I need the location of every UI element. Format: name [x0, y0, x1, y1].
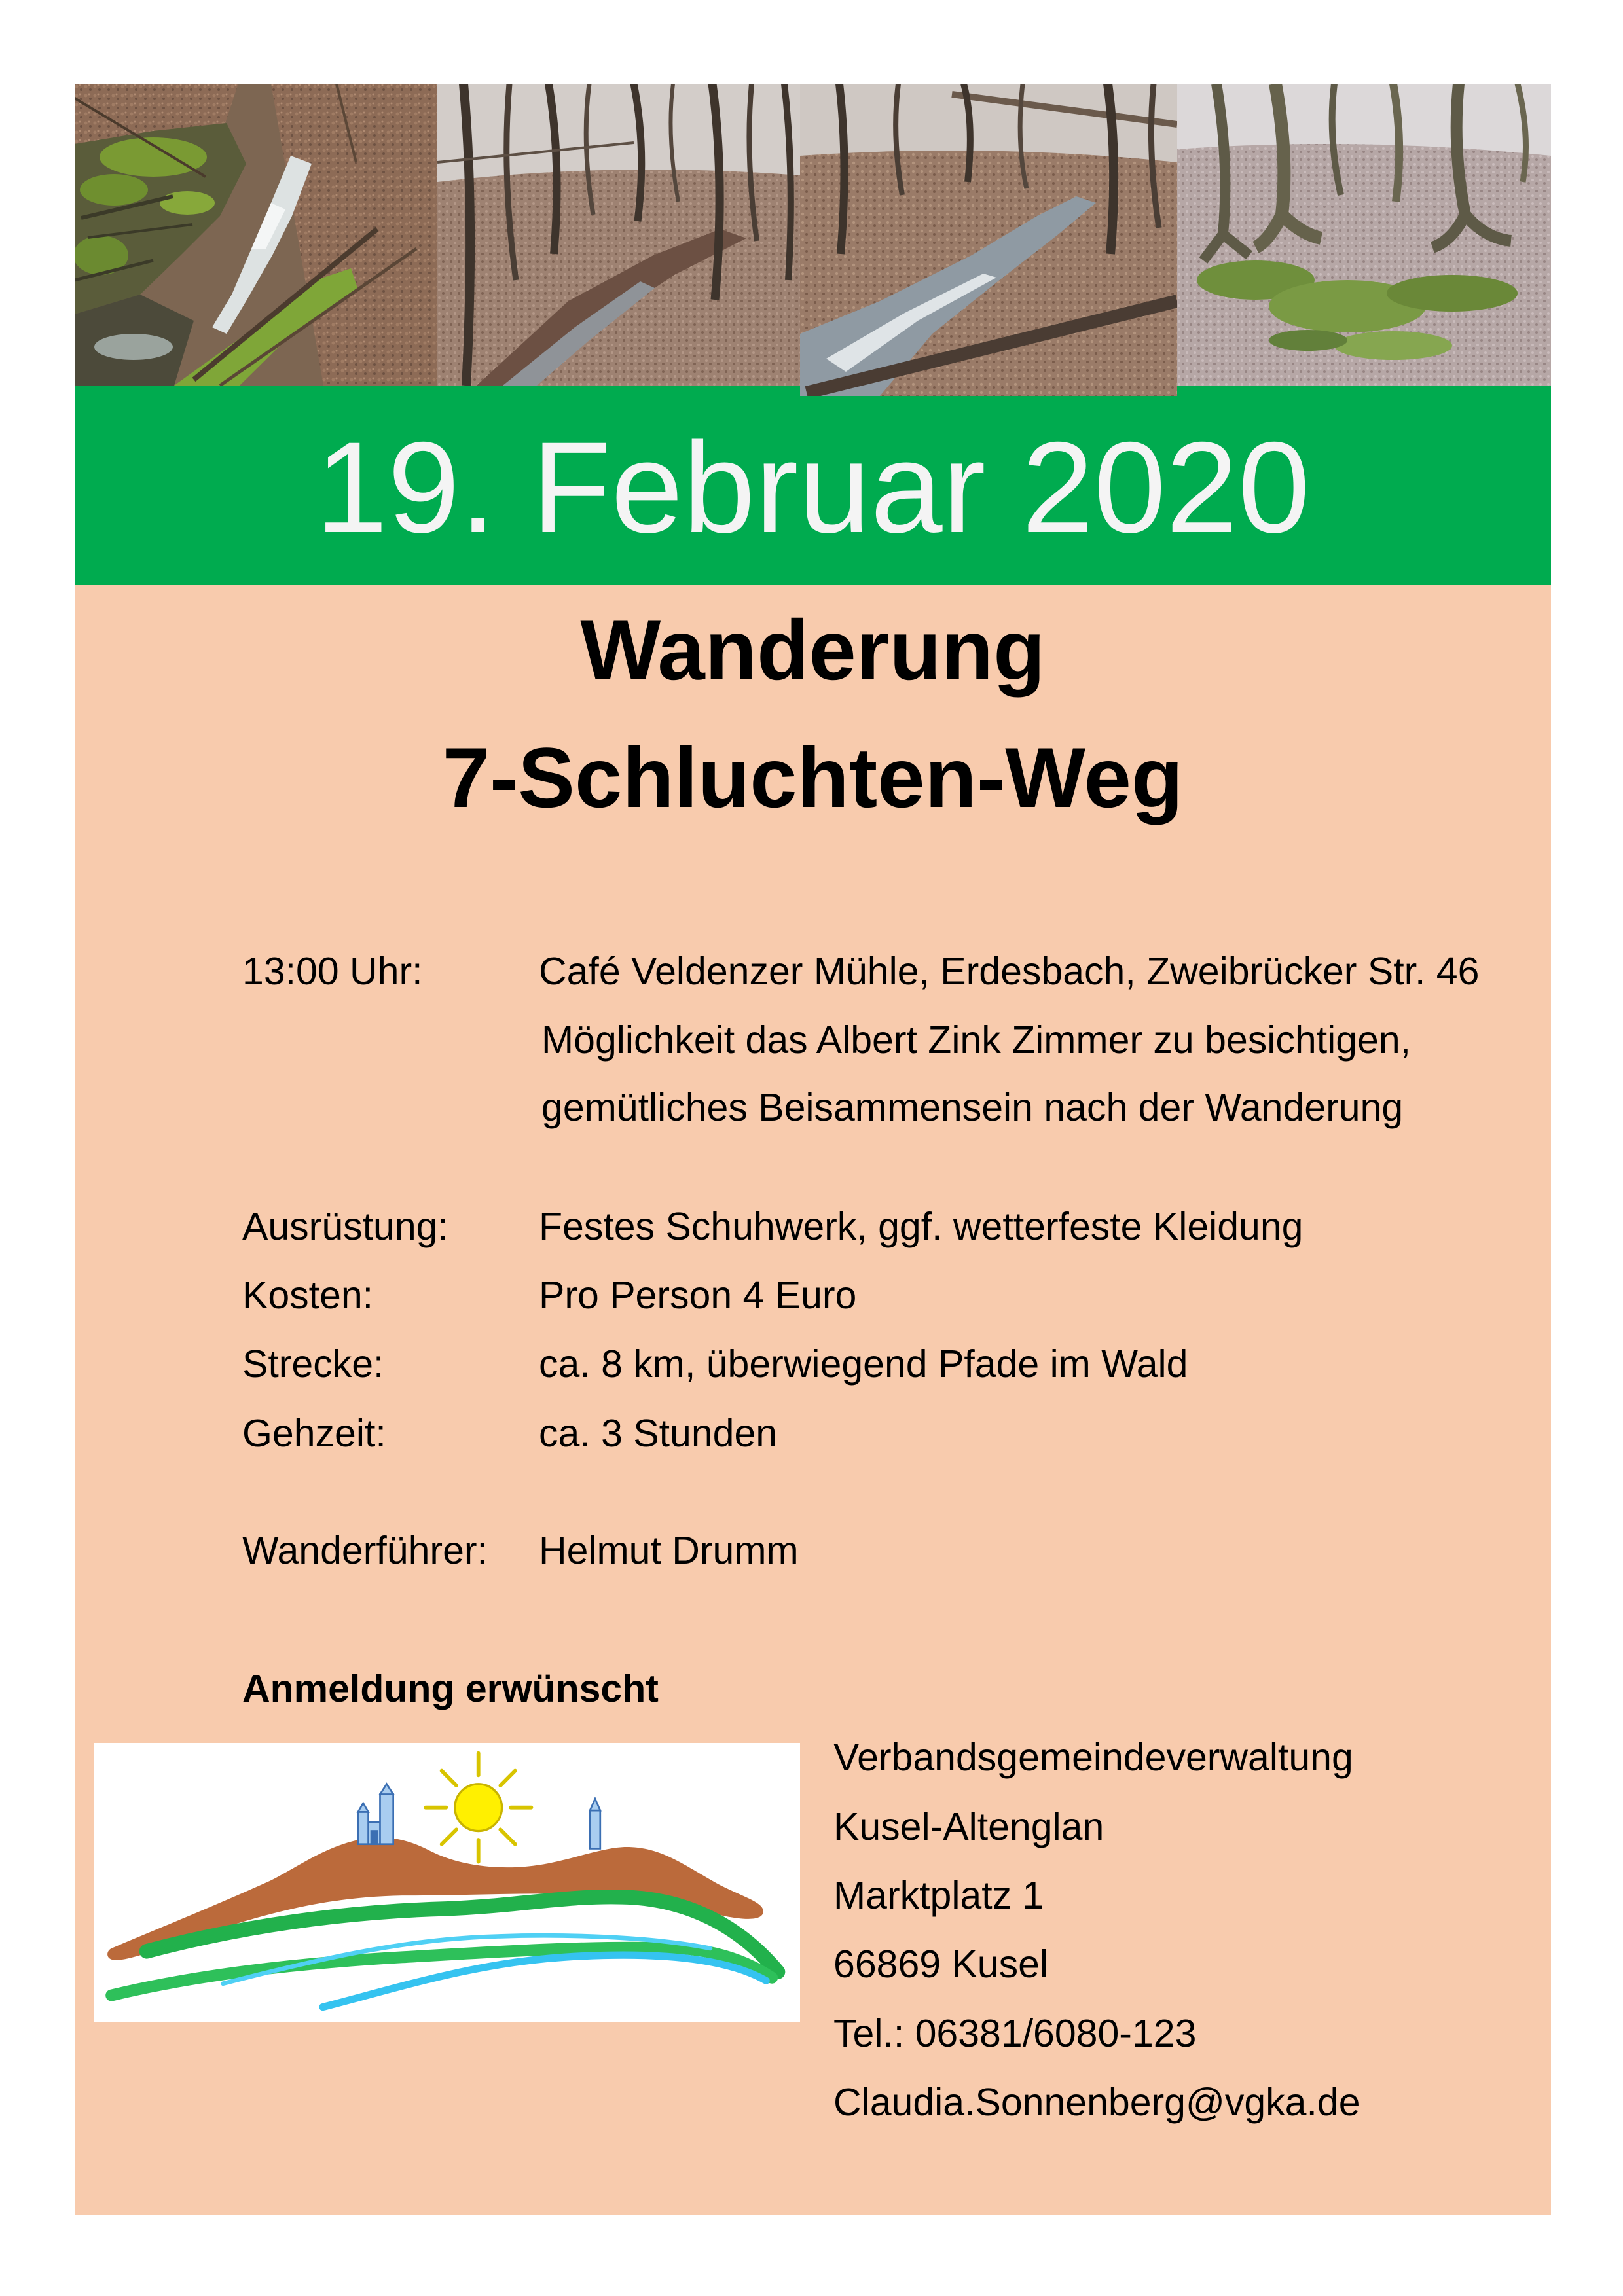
meeting-time-label: 13:00 Uhr:: [242, 950, 423, 993]
equipment-value: Festes Schuhwerk, ggf. wetterfeste Kleidung: [539, 1205, 1304, 1248]
photo-forest-stream: [800, 84, 1177, 396]
address-email[interactable]: Claudia.Sonnenberg@vgka.de: [833, 2081, 1360, 2124]
address-municipality: Kusel-Altenglan: [833, 1805, 1104, 1848]
route-row: [242, 1330, 1188, 1399]
guide-label: Wanderführer:: [242, 1529, 488, 1572]
cost-label: Kosten:: [242, 1274, 374, 1317]
photo-mossy-trees: [1177, 84, 1551, 386]
route-label: Strecke:: [242, 1342, 384, 1386]
address-street: Marktplatz 1: [833, 1874, 1044, 1917]
route-value: ca. 8 km, überwiegend Pfade im Wald: [539, 1342, 1188, 1386]
meeting-row: [242, 937, 1479, 1006]
event-title: Wanderung: [580, 602, 1046, 698]
event-subtitle: 7-Schluchten-Weg: [442, 730, 1184, 825]
meeting-note-2: gemütliches Beisammensein nach der Wanderung: [541, 1086, 1404, 1129]
registration-heading: Anmeldung erwünscht: [242, 1667, 659, 1710]
event-date: 19. Februar 2020: [315, 415, 1311, 560]
address-phone: Tel.: 06381/6080-123: [833, 2012, 1197, 2055]
organization-logo: [94, 1743, 800, 2022]
equipment-row: [242, 1193, 1304, 1261]
duration-row: [242, 1399, 777, 1468]
duration-value: ca. 3 Stunden: [539, 1412, 778, 1455]
photo-forest-gorge: [437, 84, 800, 386]
address-organization: Verbandsgemeindeverwaltung: [833, 1736, 1353, 1779]
logo-castle-icon: [358, 1784, 393, 1844]
equipment-label: Ausrüstung:: [242, 1205, 448, 1248]
meeting-note-1: Möglichkeit das Albert Zink Zimmer zu besichtigen,: [541, 1018, 1412, 1062]
meeting-location: Café Veldenzer Mühle, Erdesbach, Zweibrücker Str. 46: [539, 950, 1480, 993]
address-city: 66869 Kusel: [833, 1943, 1049, 1986]
logo-sun-icon: [426, 1753, 531, 1862]
cost-row: [242, 1261, 856, 1330]
guide-row: [242, 1516, 799, 1585]
cost-value: Pro Person 4 Euro: [539, 1274, 857, 1317]
guide-value: Helmut Drumm: [539, 1529, 799, 1572]
photo-waterfall: [75, 84, 437, 386]
duration-label: Gehzeit:: [242, 1412, 386, 1455]
header-band: [75, 386, 1551, 585]
logo-tower-icon: [590, 1799, 600, 1848]
